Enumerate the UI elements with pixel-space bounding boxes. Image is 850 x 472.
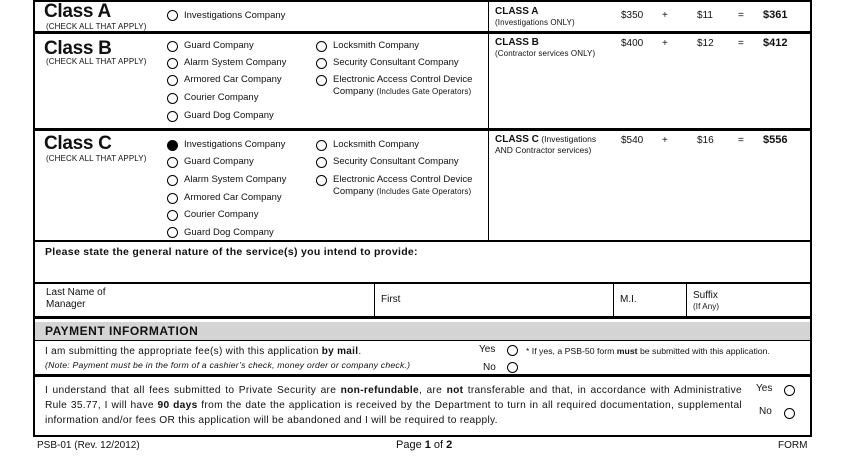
class-b-add-fee: $12 bbox=[697, 38, 714, 49]
class-b-option-label: Locksmith Company bbox=[333, 40, 420, 51]
class-b-equals: = bbox=[738, 38, 744, 49]
class-a-plus: + bbox=[662, 10, 668, 21]
class-c-option-label: Armored Car Company bbox=[184, 192, 282, 203]
nature-of-services-field[interactable] bbox=[45, 262, 805, 280]
class-a-base-fee: $350 bbox=[621, 10, 644, 21]
acknowledgement-text: I understand that all fees submitted to Private Security are non-refundable, are not transferable and that, in accordance with Administrative Rule 35.77, I will have 90 days from the date the application is received by the Department to turn in all required documentation, supplemental information and/or fees OR this application will be abandoned and I will be required to reapply. bbox=[45, 385, 742, 426]
payment-yes-note: * If yes, a PSB-50 form must be submitted with this application. bbox=[526, 346, 770, 356]
class-b-locksmith-radio[interactable] bbox=[316, 41, 327, 52]
class-c-base-fee: $540 bbox=[621, 135, 644, 146]
class-c-option-label: Alarm System Company bbox=[184, 174, 287, 185]
class-b-plus: + bbox=[662, 38, 668, 49]
class-b-option-label: Armored Car Company bbox=[184, 74, 282, 85]
class-b-fee-sub: (Contractor services ONLY) bbox=[495, 49, 596, 58]
payment-note: (Note: Payment must be in the form of a cashier’s check, money order or company check.) bbox=[45, 360, 411, 370]
class-c-courier-radio[interactable] bbox=[167, 210, 178, 221]
class-b-option-label: Electronic Access Control Device bbox=[333, 74, 473, 85]
class-c-option-label: Guard Company bbox=[184, 156, 254, 167]
payment-yes-label: Yes bbox=[479, 344, 496, 355]
class-b-subtitle: (CHECK ALL THAT APPLY) bbox=[46, 57, 147, 66]
class-c-total-fee: $556 bbox=[763, 134, 788, 146]
class-b-title: Class B bbox=[44, 38, 112, 59]
class-c-investigations-radio[interactable] bbox=[167, 140, 178, 151]
form-label: FORM bbox=[778, 440, 808, 451]
class-a-add-fee: $11 bbox=[697, 10, 713, 21]
class-a-title: Class A bbox=[44, 1, 111, 22]
class-c-option-label-cont: Company (Includes Gate Operators) bbox=[333, 186, 472, 197]
class-b-security-consultant-radio[interactable] bbox=[316, 58, 327, 69]
class-c-electronic-access-radio[interactable] bbox=[316, 175, 327, 186]
form-revision: PSB-01 (Rev. 12/2012) bbox=[37, 440, 140, 451]
class-b-electronic-access-radio[interactable] bbox=[316, 75, 327, 86]
payment-heading: PAYMENT INFORMATION bbox=[45, 324, 199, 338]
class-c-alarm-radio[interactable] bbox=[167, 175, 178, 186]
class-c-fee-sub: AND Contractor services) bbox=[495, 145, 592, 155]
class-a-option-label: Investigations Company bbox=[184, 10, 286, 21]
last-name-field[interactable] bbox=[120, 290, 370, 312]
class-b-fee-label: CLASS B bbox=[495, 37, 539, 48]
class-b-alarm-radio[interactable] bbox=[167, 58, 178, 69]
class-a-fee-label: CLASS A bbox=[495, 6, 539, 17]
class-c-option-label: Guard Dog Company bbox=[184, 227, 274, 238]
class-b-guard-radio[interactable] bbox=[167, 41, 178, 52]
payment-statement: I am submitting the appropriate fee(s) with this application by mail. bbox=[45, 346, 362, 357]
class-b-courier-radio[interactable] bbox=[167, 93, 178, 104]
class-c-armored-radio[interactable] bbox=[167, 193, 178, 204]
first-name-label: First bbox=[381, 294, 401, 305]
class-b-guard-dog-radio[interactable] bbox=[167, 111, 178, 122]
class-b-option-label: Security Consultant Company bbox=[333, 57, 459, 68]
class-c-plus: + bbox=[662, 135, 668, 146]
class-c-option-label: Security Consultant Company bbox=[333, 156, 459, 167]
page-number: Page 1 of 2 bbox=[396, 439, 453, 451]
class-a-total-fee: $361 bbox=[763, 9, 788, 21]
class-c-add-fee: $16 bbox=[697, 135, 714, 146]
class-c-option-label: Investigations Company bbox=[184, 139, 286, 150]
acknowledge-no-label: No bbox=[759, 406, 772, 417]
payment-yes-radio[interactable] bbox=[507, 345, 518, 356]
class-b-total-fee: $412 bbox=[763, 37, 788, 49]
class-b-base-fee: $400 bbox=[621, 38, 644, 49]
class-c-guard-dog-radio[interactable] bbox=[167, 227, 178, 238]
class-b-armored-radio[interactable] bbox=[167, 75, 178, 86]
class-c-security-consultant-radio[interactable] bbox=[316, 157, 327, 168]
class-a-subtitle: (CHECK ALL THAT APPLY) bbox=[46, 22, 147, 31]
class-b-option-label: Courier Company bbox=[184, 92, 259, 103]
last-name-label: Last Name of Manager bbox=[46, 287, 106, 310]
payment-no-radio[interactable] bbox=[507, 362, 518, 373]
suffix-note: (If Any) bbox=[693, 302, 720, 311]
first-name-field[interactable] bbox=[410, 290, 610, 312]
class-c-option-label: Locksmith Company bbox=[333, 139, 420, 150]
suffix-field[interactable] bbox=[740, 290, 806, 312]
suffix-label: Suffix bbox=[693, 290, 718, 301]
acknowledge-yes-radio[interactable] bbox=[784, 385, 795, 396]
class-c-fee-label: CLASS C (Investigations bbox=[495, 134, 597, 145]
class-c-guard-radio[interactable] bbox=[167, 157, 178, 168]
acknowledge-yes-label: Yes bbox=[756, 383, 773, 394]
class-c-subtitle: (CHECK ALL THAT APPLY) bbox=[46, 154, 147, 163]
class-b-option-label: Guard Company bbox=[184, 40, 254, 51]
middle-initial-field[interactable] bbox=[645, 290, 683, 312]
acknowledge-no-radio[interactable] bbox=[784, 408, 795, 419]
class-a-fee-sub: (Investigations ONLY) bbox=[495, 18, 575, 27]
class-c-option-label: Courier Company bbox=[184, 209, 259, 220]
class-c-equals: = bbox=[738, 135, 744, 146]
class-b-option-label-cont: Company (Includes Gate Operators) bbox=[333, 86, 472, 97]
class-c-title: Class C bbox=[44, 133, 112, 154]
class-c-locksmith-radio[interactable] bbox=[316, 140, 327, 151]
middle-initial-label: M.I. bbox=[620, 294, 637, 305]
class-b-option-label: Alarm System Company bbox=[184, 57, 287, 68]
class-a-investigations-radio[interactable] bbox=[167, 10, 178, 21]
class-b-option-label: Guard Dog Company bbox=[184, 110, 274, 121]
class-a-equals: = bbox=[738, 10, 744, 21]
class-c-option-label: Electronic Access Control Device bbox=[333, 174, 473, 185]
payment-no-label: No bbox=[483, 362, 496, 373]
nature-of-services-label: Please state the general nature of the service(s) you intend to provide: bbox=[45, 246, 418, 258]
